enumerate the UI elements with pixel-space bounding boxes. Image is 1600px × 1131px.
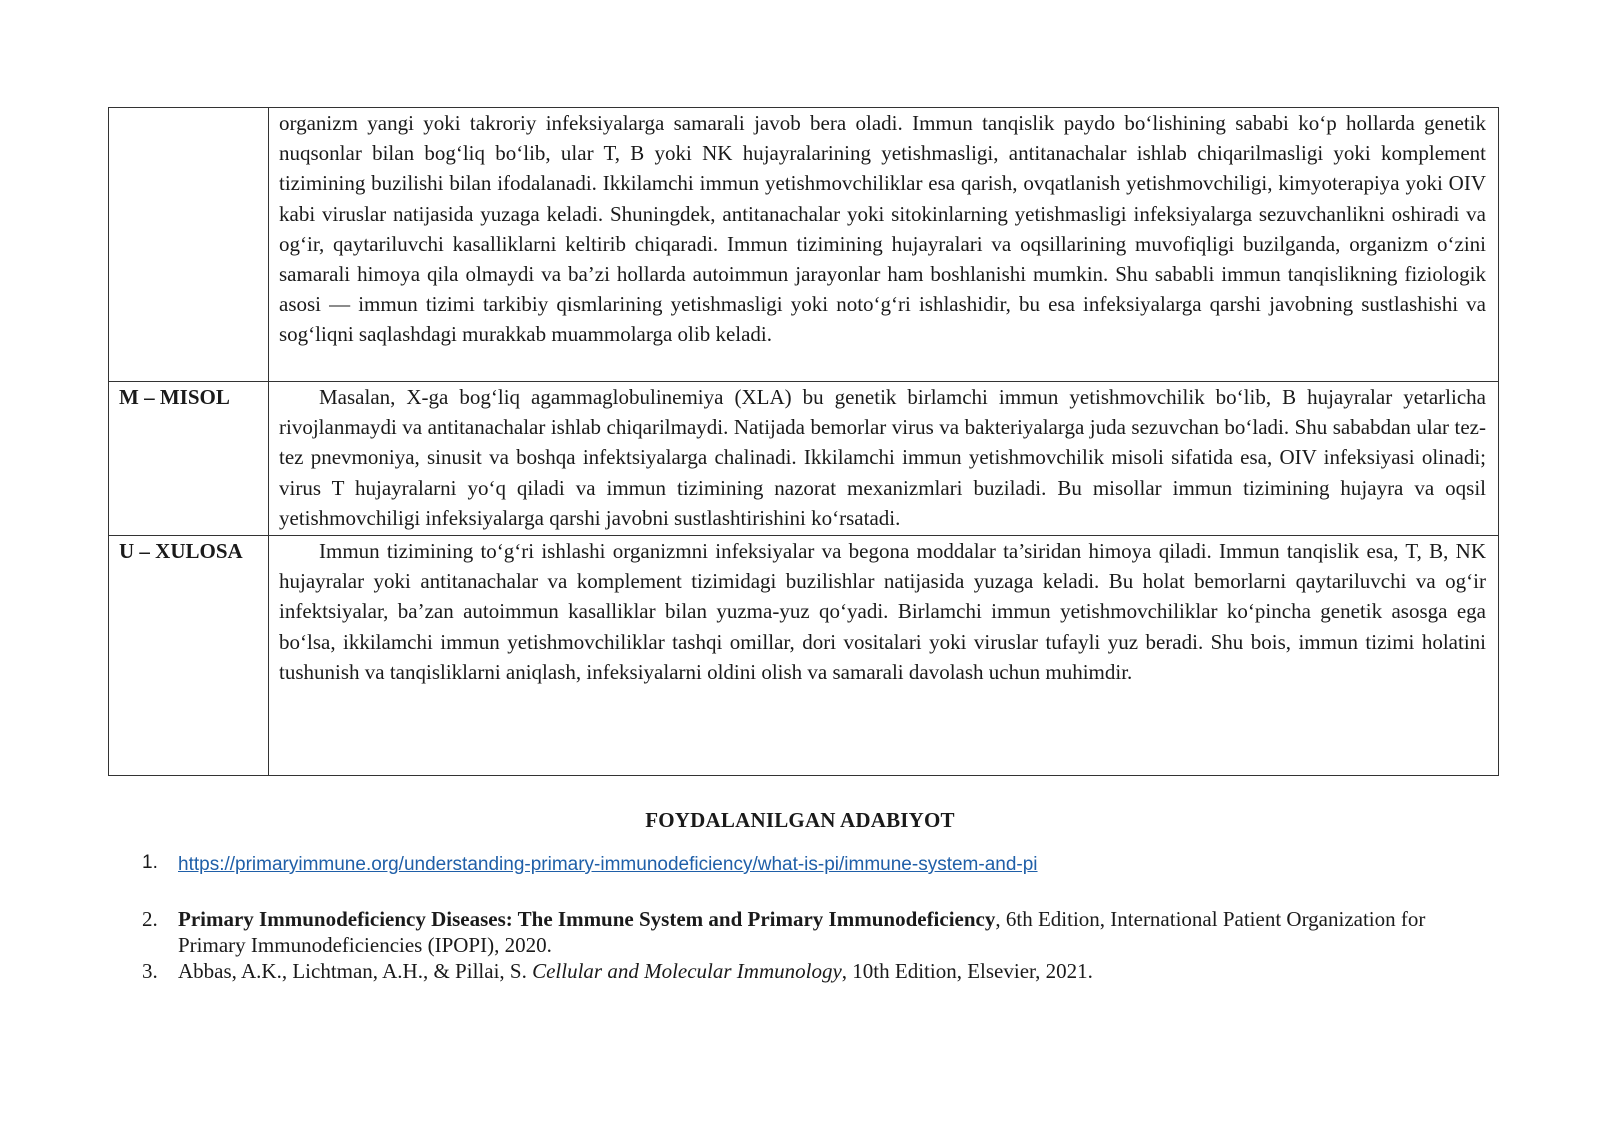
reference-number: 3. xyxy=(142,959,158,983)
table-row xyxy=(109,382,1499,536)
references-title: FOYDALANILGAN ADABIYOT xyxy=(645,808,955,832)
references-list xyxy=(142,850,1442,984)
row-text-cell xyxy=(269,382,1499,536)
table-row xyxy=(109,108,1499,382)
reference-details: , 10th Edition, Elsevier, 2021. xyxy=(841,959,1093,983)
reference-item xyxy=(142,850,1442,878)
reference-item xyxy=(142,958,1442,984)
reference-title-bold: Primary Immunodeficiency Diseases: The Immune System and Primary Immunodeficiency xyxy=(178,907,996,931)
row-label: U – XULOSA xyxy=(109,536,269,776)
reference-book-title: Cellular and Molecular Immunology xyxy=(532,959,842,983)
reference-text xyxy=(178,907,1425,957)
insert-table xyxy=(108,107,1499,776)
table-row xyxy=(109,536,1499,776)
reference-number: 2. xyxy=(142,907,158,931)
row-label: M – MISOL xyxy=(109,382,269,536)
row-text-cell xyxy=(269,536,1499,776)
reference-item xyxy=(142,906,1442,958)
reference-details: , 6th Edition, International Patient Organization for Primary Immunodeficiencies (IPOPI), 2020. xyxy=(178,907,1426,957)
reference-authors: Abbas, A.K., Lichtman, A.H., & Pillai, S. xyxy=(178,959,533,983)
reference-text xyxy=(178,959,1093,983)
row-paragraph: Masalan, X-ga bog‘liq agammaglobulinemiya (XLA) bu genetik birlamchi immun yetishmovchilik bo‘lib, B hujayralar yetarlicha rivojlanmaydi va antitanachalar ishlab chiqarilmaydi. Natijada bemorlar virus va bakteriyalarga juda sezuvchan bo‘ladi. Shu sababdan ular tez-tez pnevmoniya, sinusit va boshqa infektsiyalarga chalinadi. Ikkilamchi immun yetishmovchilik misoli sifatida esa, OIV infeksiyasi olinadi; virus T hujayralarni yo‘q qiladi va immun tizimining nazorat mexanizmlari buziladi. Bu misollar immun tizimining hujayra va oqsil yetishmovchiligi infeksiyalarga qarshi javobni sustlashtirishini ko‘rsatadi. xyxy=(279,385,1486,530)
reference-number: 1. xyxy=(142,852,158,873)
row-paragraph: organizm yangi yoki takroriy infeksiyalarga samarali javob bera oladi. Immun tanqislik paydo bo‘lishining sababi ko‘p hollarda genetik nuqsonlar bilan bog‘liq bo‘lib, ular T, B yoki NK hujayralarining yetishmasligi, antitanachalar ishlab chiqarilmasligi yoki komplement tizimining buzilishi bilan ifodalanadi. Ikkilamchi immun yetishmovchiliklar esa qarish, ovqatlanish yetishmovchiligi, kimyoterapiya yoki OIV kabi viruslar natijasida yuzaga keladi. Shuningdek, antitanachalar yoki sitokinlarning yetishmasligi infeksiyalarga sezuvchanlikni oshiradi va og‘ir, qaytariluvchi kasalliklarni keltirib chiqaradi. Immun tizimining hujayralari va oqsillarining muvofiqligi buzilganda, organizm o‘zini samarali himoya qila olmaydi va ba’zi hollarda autoimmun jarayonlar ham boshlanishi mumkin. Shu sababli immun tanqislikning fiziologik asosi — immun tizimi tarkibiy qismlarining yetishmasligi yoki noto‘g‘ri ishlashidir, bu esa infeksiyalarga qarshi javobning sustlashishi va sog‘liqni saqlashdagi murakkab muammolarga olib keladi. xyxy=(279,111,1486,347)
row-paragraph: Immun tizimining to‘g‘ri ishlashi organizmni infeksiyalar va begona moddalar ta’siridan himoya qiladi. Immun tanqislik esa, T, B, NK hujayralar yoki antitanachalar va komplement tizimidagi buzilishlar natijasida yuzaga keladi. Bu holat bemorlarni qaytariluvchi va og‘ir infektsiyalar, ba’zan autoimmun kasalliklar bilan yuzma-yuz qo‘yadi. Birlamchi immun yetishmovchiliklar ko‘pincha genetik asosga ega bo‘lsa, ikkilamchi immun yetishmovchiliklar tashqi omillar, dori vositalari yoki viruslar tufayli yuz beradi. Shu bois, immun tizimi holatini tushunish va tanqisliklarni aniqlash, infeksiyalarni oldini olish va samarali davolash uchun muhimdir. xyxy=(279,539,1486,684)
row-text-cell xyxy=(269,108,1499,382)
row-label xyxy=(109,108,269,382)
reference-link[interactable]: https://primaryimmune.org/understanding-primary-immunodeficiency/what-is-pi/immune-system-and-pi xyxy=(178,854,1038,875)
